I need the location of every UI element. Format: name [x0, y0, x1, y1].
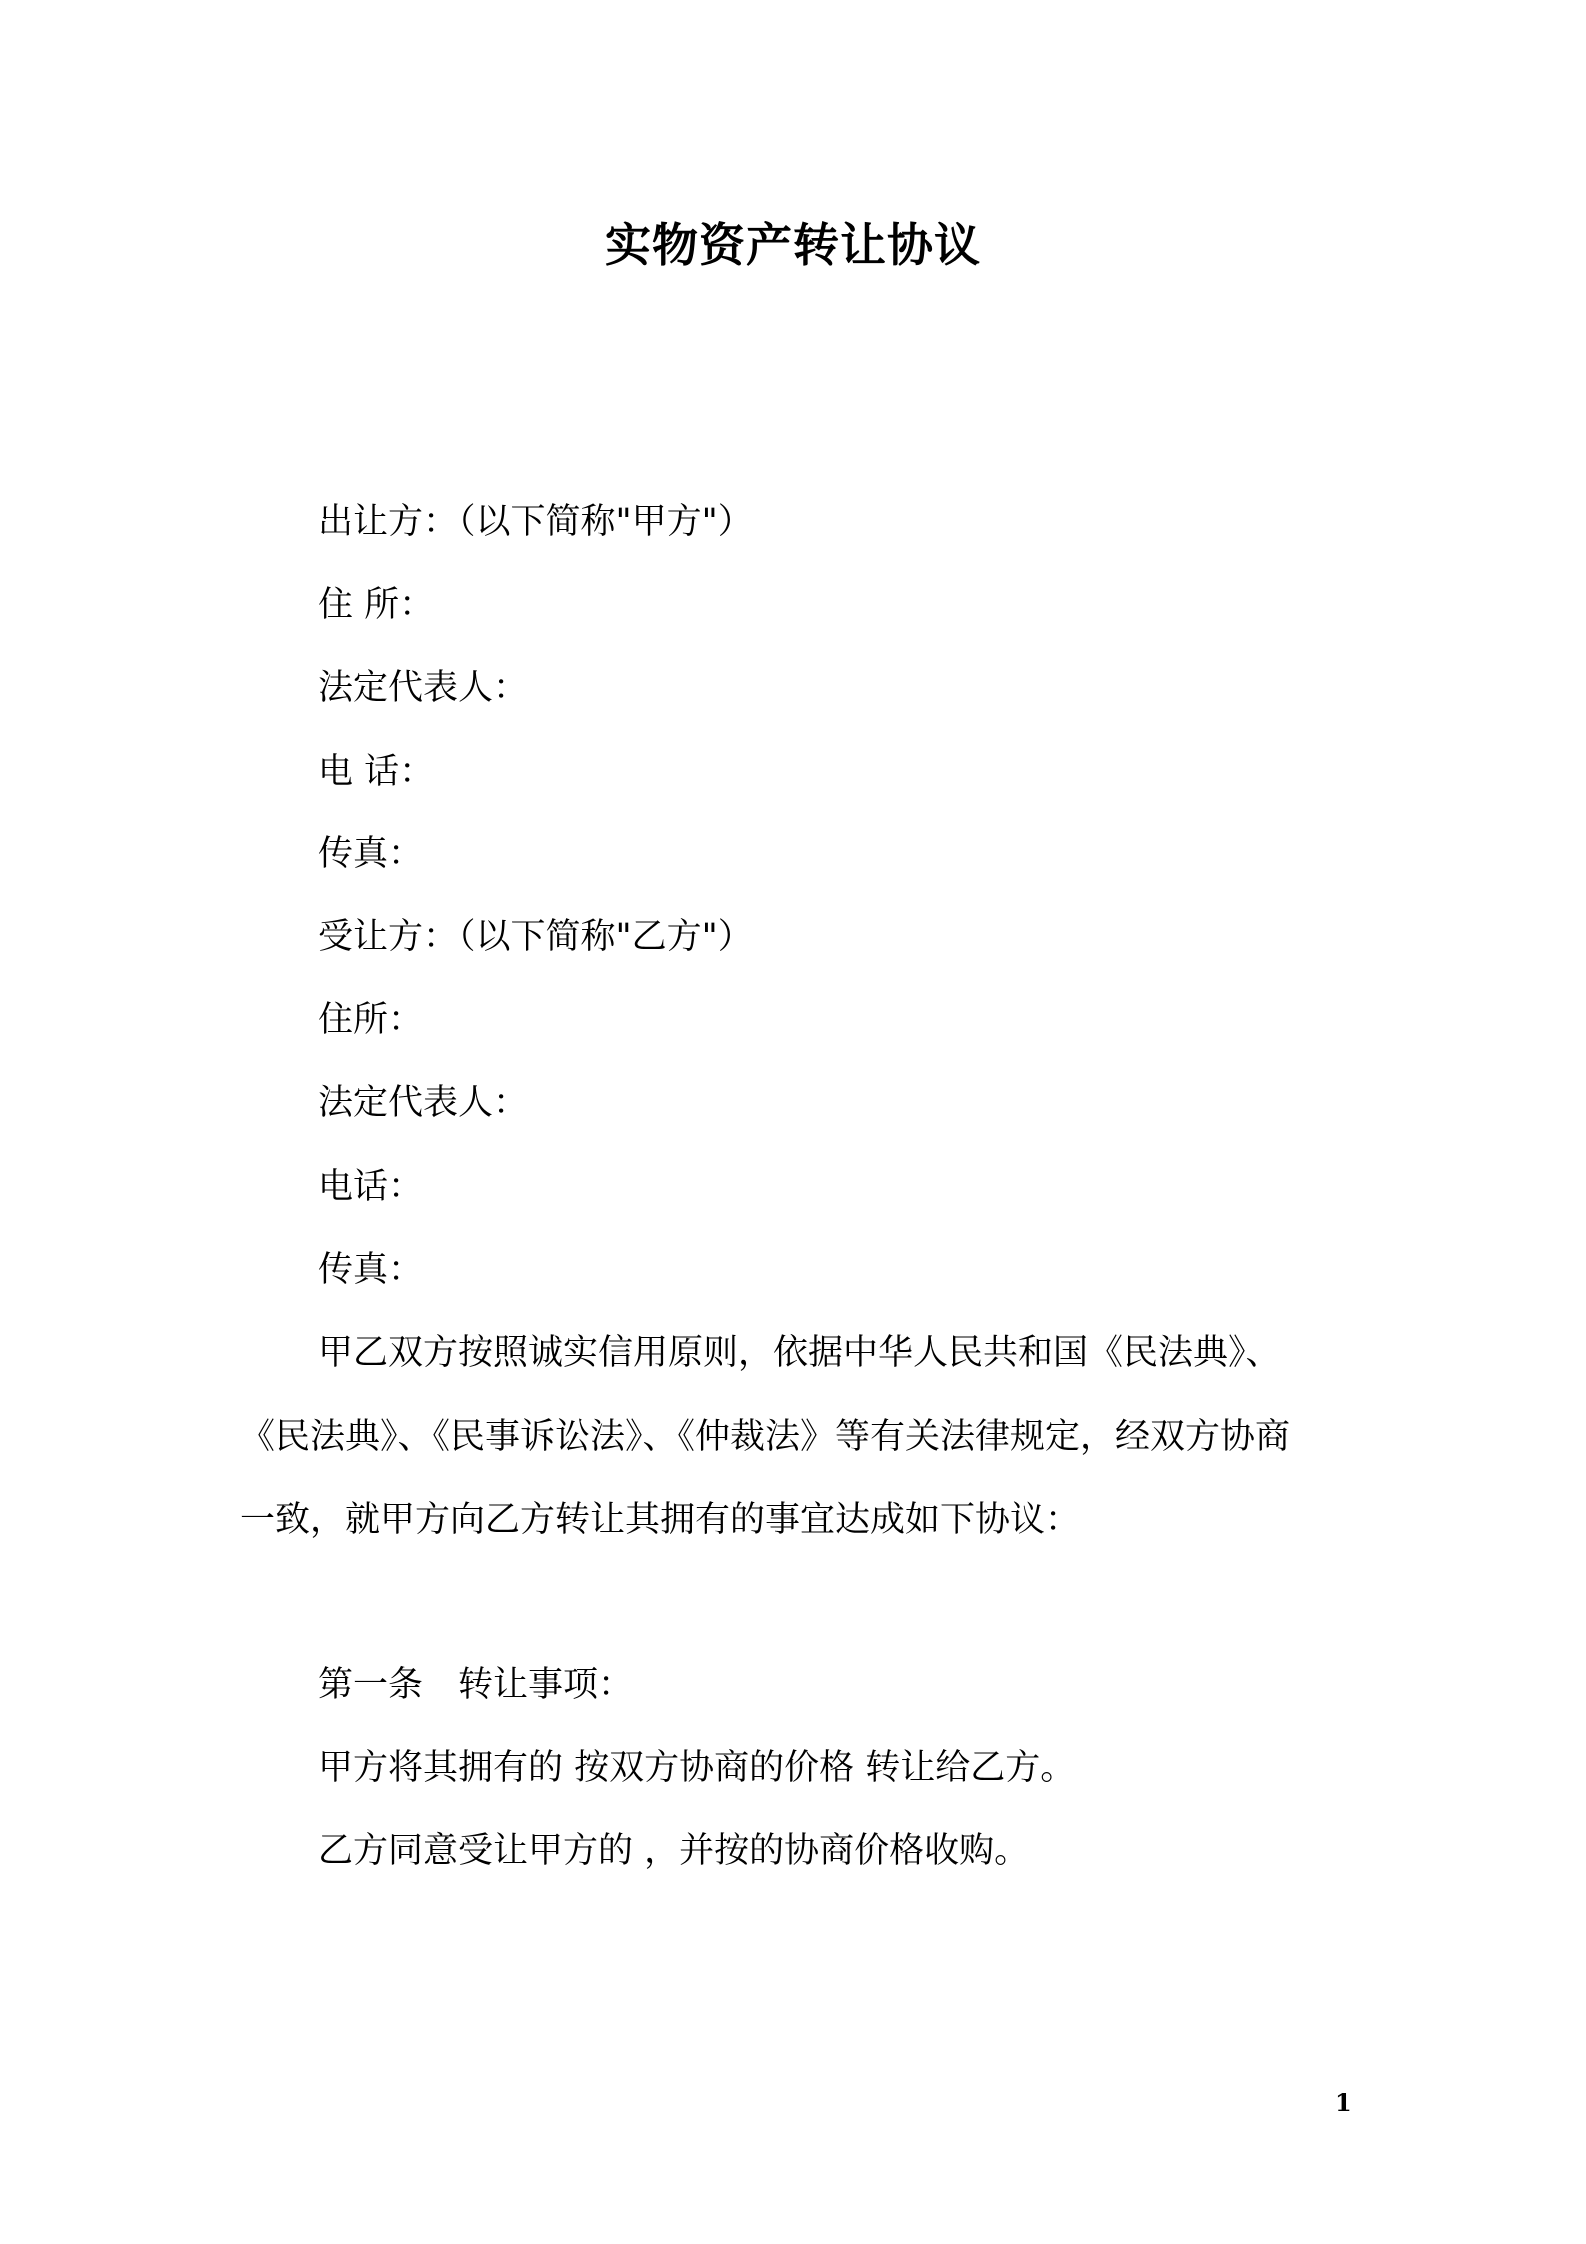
party-a-legal-rep: 法定代表人： — [318, 668, 529, 708]
party-b-phone: 电话： — [318, 1167, 424, 1207]
article-1-para-1: 甲方将其拥有的 按双方协商的价格 转让给乙方。 — [318, 1748, 1076, 1788]
party-b-fax: 传真： — [318, 1250, 424, 1290]
preamble-line-3: 一致，就甲方向乙方转让其拥有的事宜达成如下协议： — [240, 1500, 1081, 1540]
party-a-fax: 传真： — [318, 834, 424, 874]
party-a-phone: 电 话： — [318, 752, 435, 792]
document-title: 实物资产转让协议 — [605, 218, 981, 272]
party-a-heading: 出让方：（以下简称"甲方"） — [318, 502, 753, 542]
preamble-line-2: 《民法典》、《民事诉讼法》、《仲裁法》等有关法律规定，经双方协商 — [240, 1417, 1291, 1457]
article-1-heading: 第一条 转让事项： — [318, 1665, 634, 1705]
party-a-address: 住 所： — [318, 585, 435, 625]
party-b-legal-rep: 法定代表人： — [318, 1083, 529, 1123]
preamble-line-1: 甲乙双方按照诚实信用原则，依据中华人民共和国《民法典》、 — [318, 1333, 1281, 1373]
article-1-para-2: 乙方同意受让甲方的 ，并按的协商价格收购。 — [318, 1831, 1030, 1871]
page-number: 1 — [1335, 2088, 1352, 2117]
party-b-heading: 受让方：（以下简称"乙方"） — [318, 917, 753, 957]
party-b-address: 住所： — [318, 1000, 424, 1040]
